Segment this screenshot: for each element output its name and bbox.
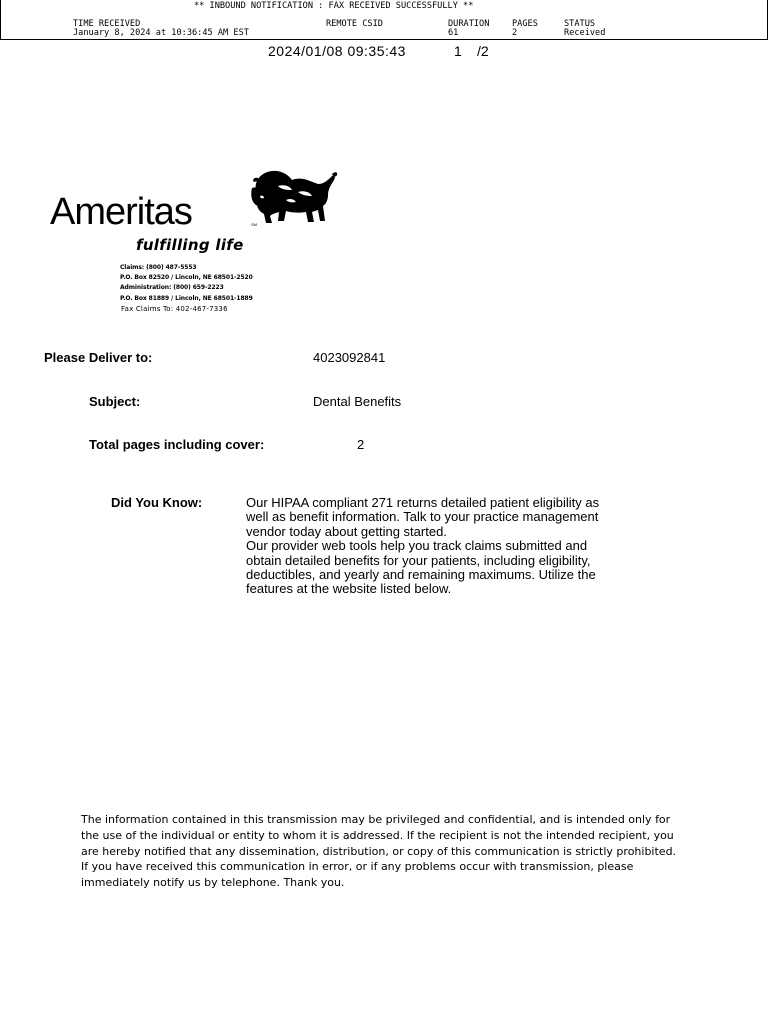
claims-phone: Claims: (800) 487-5553 xyxy=(120,264,197,271)
subject-value: Dental Benefits xyxy=(313,394,402,409)
logo-trademark: SM xyxy=(251,222,257,227)
confidentiality-disclaimer xyxy=(81,812,676,891)
disclaimer-line: are hereby notified that any dissemination, distribution, or copy of this communication is strictly prohibited. xyxy=(81,844,677,858)
company-logo-wordmark: Ameritas xyxy=(50,191,192,233)
duration-value: 61 xyxy=(448,28,459,38)
deliver-to-value: 4023092841 xyxy=(313,350,386,365)
did-you-know-body xyxy=(246,496,599,597)
fax-notification-title: ** INBOUND NOTIFICATION : FAX RECEIVED SUCCESSFULLY ** xyxy=(194,1,474,11)
status-value: Received xyxy=(564,28,606,38)
fax-claims-number: Fax Claims To: 402-467-7336 xyxy=(121,305,228,313)
fax-page-total: /2 xyxy=(477,43,489,59)
pages-header: PAGES xyxy=(512,19,538,29)
total-pages-value: 2 xyxy=(357,437,365,452)
fax-datetime-stamp: 2024/01/08 09:35:43 xyxy=(268,43,406,59)
company-tagline: fulfilling life xyxy=(136,236,244,254)
bison-icon xyxy=(248,168,340,230)
total-pages-label: Total pages including cover: xyxy=(89,437,265,452)
did-you-know-line: obtain detailed benefits for your patients, including eligibility, xyxy=(246,552,591,568)
did-you-know-line: features at the website listed below. xyxy=(246,581,452,597)
disclaimer-line: the use of the individual or entity to whom it is addressed. If the recipient is not the intended recipient, you xyxy=(81,828,674,842)
administration-phone: Administration: (800) 659-2223 xyxy=(120,284,224,291)
time-received-header: TIME RECEIVED xyxy=(73,19,141,29)
disclaimer-line: immediately notify us by telephone. Thank you. xyxy=(81,876,345,890)
administration-address: P.O. Box 81889 / Lincoln, NE 68501-1889 xyxy=(120,295,253,302)
duration-header: DURATION xyxy=(448,19,490,29)
did-you-know-line: Our HIPAA compliant 271 returns detailed patient eligibility as xyxy=(246,495,600,510)
time-received-value: January 8, 2024 at 10:36:45 AM EST xyxy=(73,28,249,38)
did-you-know-label: Did You Know: xyxy=(111,495,203,510)
remote-csid-header: REMOTE CSID xyxy=(326,19,383,29)
disclaimer-line: If you have received this communication in error, or if any problems occur with transmission, please xyxy=(81,860,634,874)
claims-address: P.O. Box 82520 / Lincoln, NE 68501-2520 xyxy=(120,274,253,281)
deliver-to-label: Please Deliver to: xyxy=(44,350,153,365)
fax-page-current: 1 xyxy=(454,43,462,59)
did-you-know-line: well as benefit information. Talk to your practice management xyxy=(246,509,599,525)
did-you-know-line: deductibles, and yearly and remaining maximums. Utilize the xyxy=(246,567,596,583)
pages-value: 2 xyxy=(512,28,518,38)
status-header: STATUS xyxy=(564,19,596,29)
subject-label: Subject: xyxy=(89,394,141,409)
did-you-know-line: vendor today about getting started. xyxy=(246,523,447,539)
disclaimer-line: The information contained in this transmission may be privileged and confidential, and is intended only for xyxy=(81,813,671,826)
did-you-know-line: Our provider web tools help you track claims submitted and xyxy=(246,538,588,554)
